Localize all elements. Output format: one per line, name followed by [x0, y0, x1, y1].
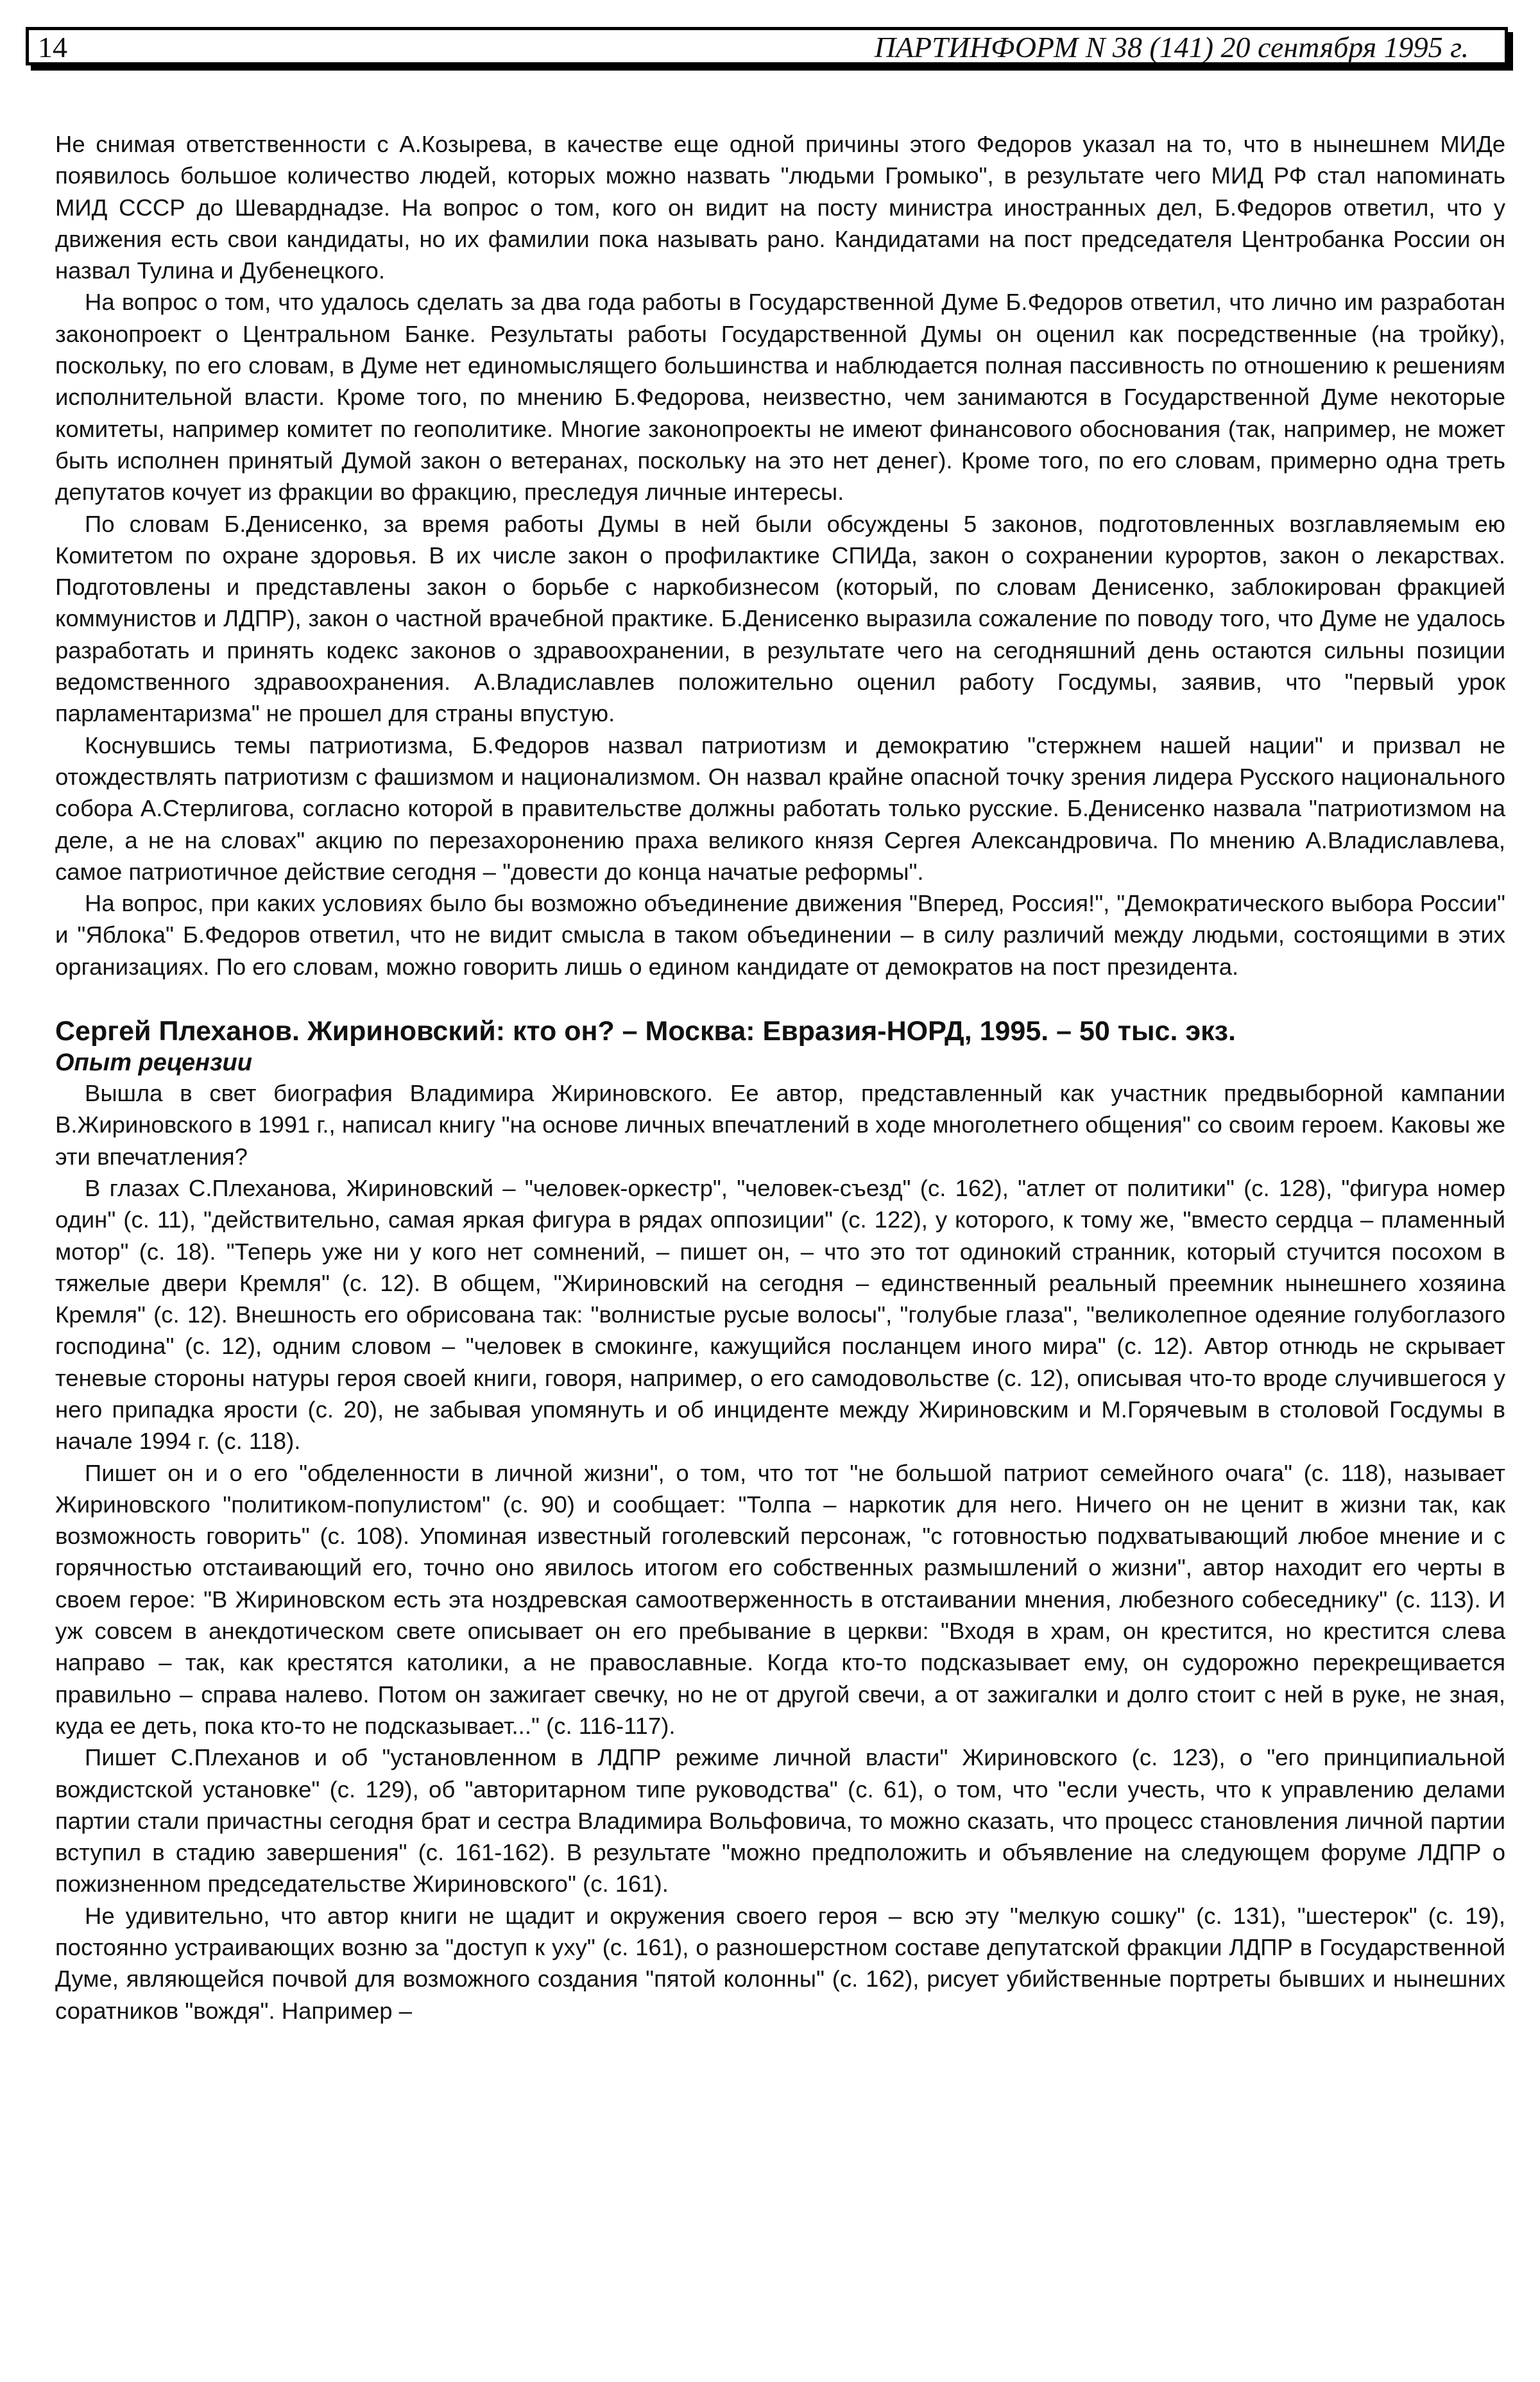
review-subtitle: Опыт рецензии: [55, 1049, 252, 1077]
page-header: [26, 27, 1508, 65]
paragraph: Не удивительно, что автор книги не щадит и окружения своего героя – всю эту "мелкую сошку" (с. 131), "шестерок" (с. 19), постоянно устраивающих возню за "доступ к уху" (с. 161), о разношерстном составе депутатской фракции ЛДПР в Государственной Думе, являющейся почвой для возможного создания "пятой колонны" (с. 162), рисует убийственные портреты бывших и нынешних соратников "вождя". Например –: [55, 1902, 1505, 2024]
page-number: 14: [38, 31, 67, 64]
paragraph: В глазах С.Плеханова, Жириновский – "человек-оркестр", "человек-съезд" (с. 162), "атлет от политики" (с. 128), "фигура номер один" (с. 11), "действительно, самая яркая фигура в рядах оппозиции" (с. 122), у которого, к тому же, "вместо сердца – пламенный мотор" (с. 18). "Теперь уже ни у кого нет сомнений, – пишет он, – что это тот одинокий странник, который стучится посохом в тяжелые двери Кремля" (с. 12). В общем, "Жириновский на сегодня – единственный реальный преемник нынешнего хозяина Кремля" (с. 12). Внешность его обрисована так: "волнистые русые волосы", "голубые глаза", "великолепное одеяние голубоглазого господина" (с. 12), одним словом – "человек в смокинге, кажущийся посланцем иного мира" (с. 12). Автор отнюдь не скрывает теневые стороны натуры героя своей книги, говоря, например, о его самодовольстве (с. 12), описывая что-то вроде случившегося у него припадка ярости (с. 20), не забывая упомянуть и об инциденте между Жириновским и М.Горячевым в столовой Госдумы в начале 1994 г. (с. 118).: [55, 1174, 1505, 1455]
paragraph: На вопрос о том, что удалось сделать за два года работы в Государственной Думе Б.Федоров ответил, что лично им разработан законопроект о Центральном Банке. Результаты работы Государственной Думы он оценил как посредственные (на тройку), поскольку, по его словам, в Думе нет единомыслящего большинства и наблюдается полная пассивность по отношению к решениям исполнительной власти. Кроме того, по мнению Б.Федорова, неизвестно, чем занимаются в Государственной Думе некоторые комитеты, например комитет по геополитике. Многие законопроекты не имеют финансового обоснования (так, например, не может быть исполнен принятый Думой закон о ветеранах, поскольку на это нет денег). Кроме того, по его словам, примерно одна треть депутатов кочует из фракции во фракцию, преследуя личные интересы.: [55, 289, 1505, 506]
paragraph: Пишет он и о его "обделенности в личной жизни", о том, что тот "не большой патриот семейного очага" (с. 118), называет Жириновского "политиком-популистом" (с. 90) и сообщает: "Толпа – наркотик для него. Ничего он не ценит в жизни так, как возможность говорить" (с. 108). Упоминая известный гоголевский персонаж, "с готовностью подхватывающий любое мнение и с горячностью отстаивающий его, точно оно явилось итогом его собственных размышлений о жизни", автор находит его черты в своем герое: "В Жириновском есть эта ноздревская самоотверженность в отстаивании мнения, любезного собеседнику" (с. 113). И уж совсем в анекдотическом свете описывает он его пребывание в церкви: "Входя в храм, он крестится, но крестится слева направо – так, как крестятся католики, а не православные. Когда кто-то подсказывает ему, он судорожно перекрещивается правильно – справа налево. Потом он зажигает свечку, но не от другой свечи, а от зажигалки и долго стоит с ней в руке, не зная, куда ее деть, пока кто-то не подсказывает..." (с. 116-117).: [55, 1459, 1505, 1739]
review-title: Сергей Плеханов. Жириновский: кто он? – Москва: Евразия-НОРД, 1995. – 50 тыс. экз.: [55, 1016, 1236, 1047]
paragraph: Вышла в свет биография Владимира Жириновского. Ее автор, представленный как участник предвыборной кампании В.Жириновского в 1991 г., написал книгу "на основе личных впечатлений в ходе многолетнего общения" со своим героем. Каковы же эти впечатления?: [55, 1080, 1505, 1170]
paragraph: Пишет С.Плеханов и об "установленном в ЛДПР режиме личной власти" Жириновского (с. 123), о "его принципиальной вождистской установке" (с. 129), об "авторитарном типе руководства" (с. 61), о том, что "если учесть, что к управлению делами партии стали причастны сегодня брат и сестра Владимира Вольфовича, то можно сказать, что процесс становления личной партии вступил в стадию завершения" (с. 161-162). В результате "можно предположить и объявление на следующем форуме ЛДПР о пожизненном председательстве Жириновского" (с. 161).: [55, 1744, 1505, 1898]
paragraph: На вопрос, при каких условиях было бы возможно объединение движения "Вперед, Россия!", "Демократического выбора России" и "Яблока" Б.Федоров ответил, что не видит смысла в таком объединении – в силу различий между людьми, состоящими в этих организациях. По его словам, можно говорить лишь о едином кандидате от демократов на пост президента.: [55, 890, 1505, 980]
issue-info: ПАРТИНФОРМ N 38 (141) 20 сентября 1995 г.: [874, 31, 1469, 64]
paragraph: Коснувшись темы патриотизма, Б.Федоров назвал патриотизм и демократию "стержнем нашей нации" и призвал не отождествлять патриотизм с фашизмом и национализмом. Он назвал крайне опасной точку зрения лидера Русского национального собора А.Стерлигова, согласно которой в правительстве должны работать только русские. Б.Денисенко назвала "патриотизмом на деле, а не на словах" акцию по перезахоронению праха великого князя Сергея Александровича. По мнению А.Владиславлева, самое патриотичное действие сегодня – "довести до конца начатые реформы".: [55, 732, 1505, 885]
article-content: [55, 128, 1505, 2026]
paragraph: По словам Б.Денисенко, за время работы Думы в ней были обсуждены 5 законов, подготовленных возглавляемым ею Комитетом по охране здоровья. В их числе закон о профилактике СПИДа, закон о сохранении курортов, закон о лекарствах. Подготовлены и представлены закон о борьбе с наркобизнесом (который, по словам Денисенко, заблокирован фракцией коммунистов и ЛДПР), закон о частной врачебной практике. Б.Денисенко выразила сожаление по поводу того, что Думе не удалось разработать и принять кодекс законов о здравоохранении, в результате чего на сегодняшний день остаются сильны позиции ведомственного здравоохранения. А.Владиславлев положительно оценил работу Госдумы, заявив, что "первый урок парламентаризма" не прошел для страны впустую.: [55, 510, 1505, 727]
paragraph: Не снимая ответственности с А.Козырева, в качестве еще одной причины этого Федоров указал на то, что в нынешнем МИДе появилось большое количество людей, которых можно назвать "людьми Громыко", в результате чего МИД РФ стал напоминать МИД СССР до Шеварднадзе. На вопрос о том, кого он видит на посту министра иностранных дел, Б.Федоров ответил, что у движения есть свои кандидаты, но их фамилии пока называть рано. Кандидатами на пост председателя Центробанка России он назвал Тулина и Дубенецкого.: [55, 131, 1505, 284]
